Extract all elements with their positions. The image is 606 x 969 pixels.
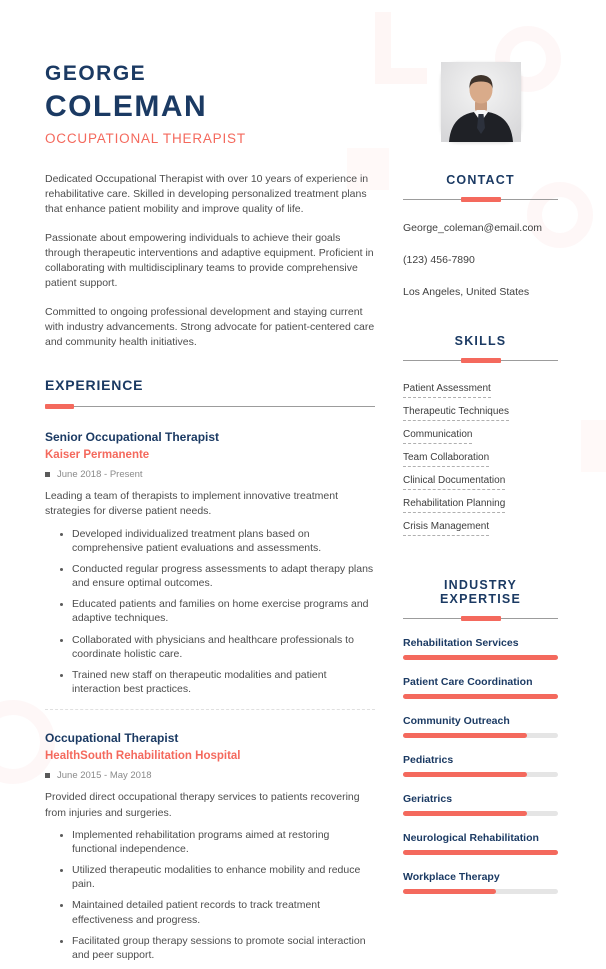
industry-expertise-heading: INDUSTRY EXPERTISE (440, 578, 521, 606)
name-block (45, 62, 375, 146)
expertise-label: Rehabilitation Services (403, 637, 519, 649)
last-name: COLEMAN (45, 90, 208, 123)
job-separator (45, 709, 375, 710)
expertise-bar-fill (403, 850, 558, 855)
divider-accent (461, 197, 501, 202)
expertise-item (403, 871, 558, 894)
job-dates-row (45, 469, 375, 480)
job-bullet-list (45, 828, 375, 962)
expertise-bar-track (403, 694, 558, 699)
first-name: GEORGE (45, 62, 147, 85)
job-title: Senior Occupational Therapist (45, 430, 220, 445)
industry-expertise-divider (403, 616, 558, 621)
expertise-item (403, 793, 558, 816)
divider-accent (461, 616, 501, 621)
calendar-icon (45, 773, 50, 778)
sidebar-column (403, 62, 558, 969)
job-dates: June 2018 - Present (57, 469, 143, 481)
job-bullet: • Trained new staff on therapeutic modalities and patient interaction best practices. (72, 668, 375, 696)
profile-photo-illustration (441, 62, 521, 142)
job-company: HealthSouth Rehabilitation Hospital (45, 750, 241, 763)
expertise-item (403, 715, 558, 738)
job-bullet-list (45, 527, 375, 697)
contact-divider (403, 197, 558, 202)
job-bullet: • Maintained detailed patient records to track treatment effectiveness and progress. (72, 898, 375, 926)
expertise-label: Neurological Rehabilitation (403, 832, 539, 844)
main-column (45, 62, 375, 969)
job-dates-row (45, 770, 375, 781)
job-bullet: • Conducted regular progress assessments to adapt therapy plans and ensure optimal outcomes. (72, 562, 375, 590)
contact-phone: (123) 456-7890 (403, 254, 475, 266)
skill-item: Clinical Documentation (403, 475, 505, 490)
expertise-bar-track (403, 655, 558, 660)
expertise-bar-fill (403, 694, 558, 699)
job-dates: June 2015 - May 2018 (57, 770, 152, 782)
experience-heading: EXPERIENCE (45, 377, 144, 394)
skill-item: Rehabilitation Planning (403, 498, 505, 513)
job-bullet: • Developed individualized treatment plans based on comprehensive patient evaluations and assessments. (72, 527, 375, 555)
job-entry (45, 430, 375, 696)
divider-line (45, 406, 375, 408)
expertise-bar-track (403, 772, 558, 777)
skill-item: Patient Assessment (403, 383, 491, 398)
expertise-item (403, 754, 558, 777)
summary-paragraph: Committed to ongoing professional development and staying current with industry advancements. Strong advocate for patient-centered care and community health initiatives. (45, 305, 375, 348)
job-bullet: • Facilitated group therapy sessions to promote social interaction and peer support. (72, 934, 375, 962)
expertise-bar-fill (403, 655, 558, 660)
skill-item: Therapeutic Techniques (403, 406, 509, 421)
expertise-bar-track (403, 889, 558, 894)
skill-item: Team Collaboration (403, 452, 489, 467)
skill-item: Crisis Management (403, 521, 489, 536)
skills-divider (403, 358, 558, 363)
contact-section (403, 173, 558, 298)
job-entry (45, 731, 375, 962)
expertise-item (403, 637, 558, 660)
professional-title: OCCUPATIONAL THERAPIST (45, 131, 246, 146)
expertise-label: Patient Care Coordination (403, 676, 533, 688)
job-description: Leading a team of therapists to implement innovative treatment strategies for diverse patient needs. (45, 490, 338, 518)
expertise-item (403, 676, 558, 699)
job-bullet: • Collaborated with physicians and healthcare professionals to coordinate holistic care. (72, 633, 375, 661)
expertise-bar-track (403, 811, 558, 816)
skill-item: Communication (403, 429, 472, 444)
expertise-label: Pediatrics (403, 754, 454, 766)
contact-email: George_coleman@email.com (403, 222, 543, 234)
job-bullet: • Utilized therapeutic modalities to enhance mobility and reduce pain. (72, 863, 375, 891)
summary-paragraph: Passionate about empowering individuals to achieve their goals through therapeutic interventions and adaptive equipment. Proficient in collaborating with multidisciplinary teams to provide comprehensive patient support. (45, 231, 374, 290)
expertise-bar-fill (403, 889, 496, 894)
profile-photo (441, 62, 521, 142)
contact-location: Los Angeles, United States (403, 286, 530, 298)
skills-heading: SKILLS (454, 334, 507, 348)
expertise-bar-fill (403, 811, 527, 816)
summary-paragraph: Dedicated Occupational Therapist with over 10 years of experience in rehabilitative care. Skilled in developing personalized treatment plans that enhance patient mobility and improve quality of life. (45, 173, 369, 216)
experience-divider (45, 404, 375, 409)
expertise-label: Workplace Therapy (403, 871, 500, 883)
expertise-label: Geriatrics (403, 793, 453, 805)
contact-heading: CONTACT (446, 173, 515, 187)
calendar-icon (45, 472, 50, 477)
expertise-bar-fill (403, 772, 527, 777)
expertise-bar-fill (403, 733, 527, 738)
job-title: Occupational Therapist (45, 731, 179, 746)
skills-list (403, 383, 558, 536)
resume-page (3, 0, 603, 961)
summary-section (45, 172, 375, 350)
divider-accent (45, 404, 74, 409)
industry-expertise-section (403, 578, 558, 894)
job-company: Kaiser Permanente (45, 449, 150, 462)
expertise-label: Community Outreach (403, 715, 510, 727)
expertise-bar-track (403, 850, 558, 855)
job-bullet: • Implemented rehabilitation programs aimed at restoring functional independence. (72, 828, 375, 856)
expertise-bar-track (403, 733, 558, 738)
divider-accent (461, 358, 501, 363)
job-bullet: • Educated patients and families on home exercise programs and adaptive techniques. (72, 597, 375, 625)
expertise-item (403, 832, 558, 855)
skills-section (403, 334, 558, 536)
job-description: Provided direct occupational therapy services to patients recovering from injuries and surgeries. (45, 791, 360, 819)
